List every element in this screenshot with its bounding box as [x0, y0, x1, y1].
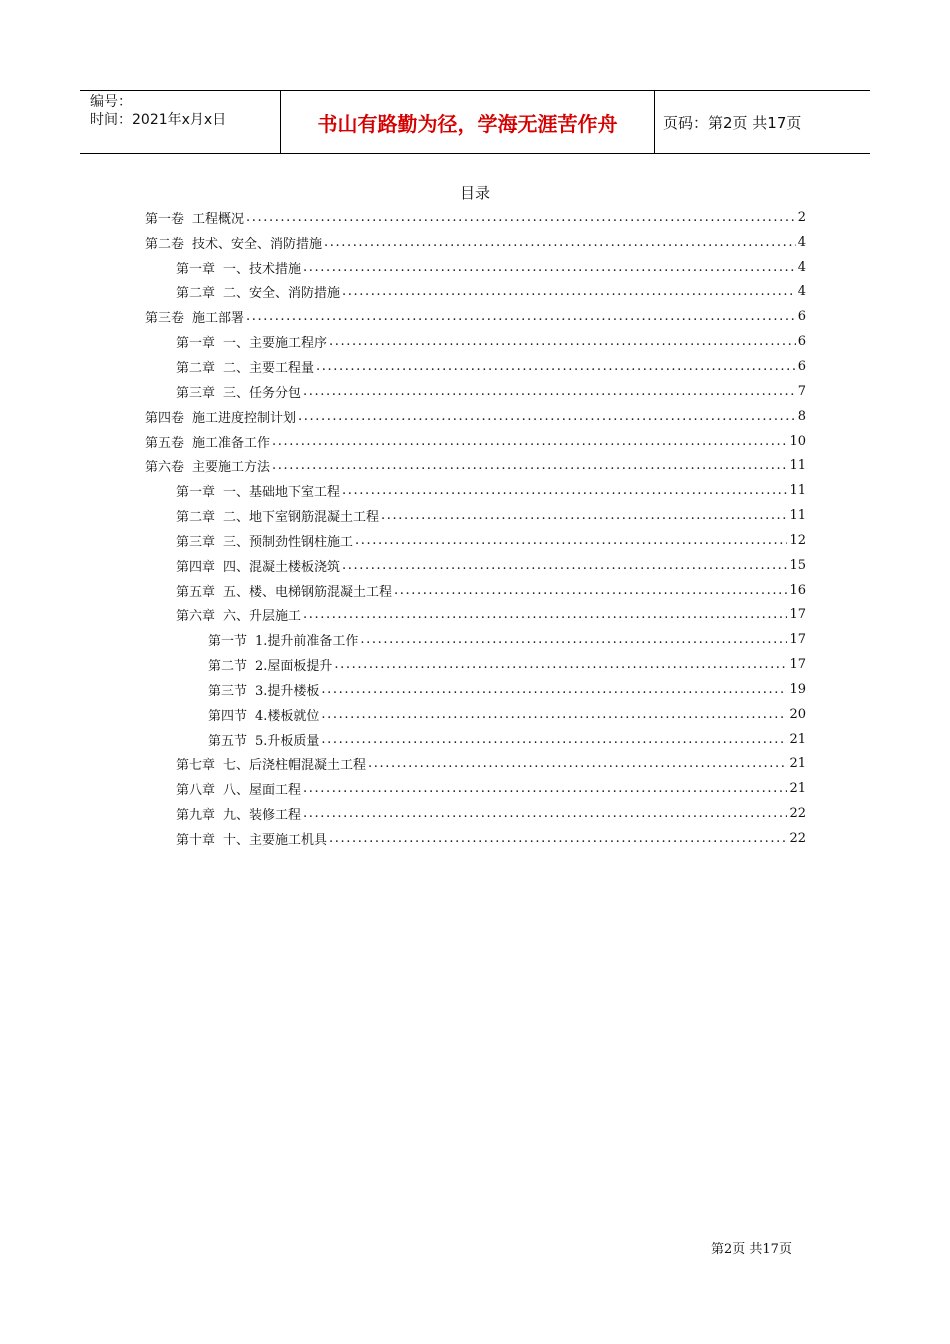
toc-entry-number: 第三章 [176, 385, 216, 401]
toc-leader-dots [298, 409, 796, 424]
toc-entry[interactable] [145, 652, 806, 677]
toc-entry-text: 九、装修工程 [223, 808, 302, 824]
toc-entry-page: 20 [789, 706, 806, 722]
toc-entry[interactable] [145, 205, 806, 230]
toc-entry[interactable] [145, 702, 806, 727]
toc-title: 目录 [459, 184, 490, 202]
header-page-info: 页码：第2页 共17页 [663, 113, 802, 132]
toc-leader-dots [394, 583, 787, 598]
toc-entry[interactable] [145, 776, 806, 801]
toc-entry-text: 三、预制劲性钢柱施工 [223, 534, 354, 550]
toc-entry[interactable] [145, 230, 806, 255]
toc-entry-number: 第二章 [176, 510, 216, 526]
toc-entry-number: 第四节 [208, 708, 248, 724]
toc-entry-text: 五、楼、电梯钢筋混凝土工程 [223, 584, 393, 600]
toc-entry-text: 1.提升前准备工作 [255, 634, 359, 650]
toc-leader-dots [246, 309, 796, 324]
toc-entry[interactable] [145, 280, 806, 305]
toc-leader-dots [303, 384, 796, 399]
table-of-contents [145, 205, 806, 851]
toc-leader-dots [303, 806, 787, 821]
toc-entry-text: 八、屋面工程 [223, 783, 302, 799]
toc-entry-page: 11 [789, 458, 806, 474]
toc-entry-number: 第二节 [208, 659, 248, 675]
toc-entry-number: 第七章 [176, 758, 216, 774]
toc-leader-dots [329, 831, 787, 846]
toc-entry-text: 二、地下室钢筋混凝土工程 [223, 510, 380, 526]
toc-entry-page: 19 [789, 681, 806, 697]
toc-leader-dots [321, 707, 787, 722]
toc-leader-dots [321, 682, 787, 697]
toc-entry-text: 十、主要施工机具 [223, 833, 328, 849]
toc-leader-dots [303, 260, 796, 275]
code-label: 编号： [90, 94, 132, 110]
toc-entry[interactable] [145, 553, 806, 578]
toc-entry[interactable] [145, 603, 806, 628]
toc-entry-page: 12 [789, 532, 806, 548]
page-header [80, 90, 870, 154]
toc-entry-page: 4 [797, 284, 806, 300]
toc-leader-dots [342, 483, 787, 498]
toc-entry-number: 第二章 [176, 360, 216, 376]
toc-entry-page: 15 [789, 557, 806, 573]
toc-entry[interactable] [145, 578, 806, 603]
toc-entry-page: 21 [789, 731, 806, 747]
toc-entry[interactable] [145, 329, 806, 354]
toc-entry-number: 第九章 [176, 808, 216, 824]
toc-leader-dots [381, 508, 787, 523]
toc-entry-page: 2 [797, 209, 806, 225]
toc-entry[interactable] [145, 503, 806, 528]
toc-entry-text: 施工准备工作 [192, 435, 271, 451]
toc-entry[interactable] [145, 727, 806, 752]
toc-entry-page: 22 [789, 806, 806, 822]
toc-entry[interactable] [145, 379, 806, 404]
toc-entry-text: 2.屋面板提升 [255, 659, 333, 675]
toc-entry-number: 第六卷 [145, 460, 185, 476]
toc-entry-number: 第五章 [176, 584, 216, 600]
toc-leader-dots [272, 458, 787, 473]
toc-leader-dots [342, 284, 796, 299]
toc-entry-number: 第八章 [176, 783, 216, 799]
date-label: 时间：2021年x月x日 [90, 112, 227, 128]
toc-entry-page: 17 [789, 632, 806, 648]
toc-entry[interactable] [145, 478, 806, 503]
toc-entry-page: 6 [797, 358, 806, 374]
toc-entry[interactable] [145, 255, 806, 280]
toc-entry-number: 第三卷 [145, 311, 185, 327]
toc-leader-dots [303, 607, 787, 622]
toc-entry-page: 22 [789, 831, 806, 847]
toc-entry-text: 4.楼板就位 [255, 708, 320, 724]
toc-leader-dots [368, 756, 787, 771]
toc-entry-text: 一、主要施工程序 [223, 336, 328, 352]
toc-entry-text: 3.提升楼板 [255, 683, 320, 699]
toc-entry-text: 5.升板质量 [255, 733, 320, 749]
toc-entry-text: 七、后浇柱帽混凝土工程 [223, 758, 367, 774]
toc-leader-dots [360, 632, 787, 647]
toc-entry-text: 一、技术措施 [223, 261, 302, 277]
toc-entry-page: 17 [789, 607, 806, 623]
toc-entry-number: 第四卷 [145, 410, 185, 426]
toc-entry[interactable] [145, 404, 806, 429]
toc-entry[interactable] [145, 677, 806, 702]
toc-leader-dots [316, 359, 796, 374]
toc-entry-page: 21 [789, 756, 806, 772]
toc-leader-dots [355, 533, 787, 548]
toc-entry-number: 第五节 [208, 733, 248, 749]
toc-entry[interactable] [145, 429, 806, 454]
toc-entry-number: 第一章 [176, 485, 216, 501]
toc-entry-page: 17 [789, 657, 806, 673]
toc-entry-text: 一、基础地下室工程 [223, 485, 341, 501]
toc-entry-number: 第五卷 [145, 435, 185, 451]
toc-entry-page: 16 [789, 582, 806, 598]
toc-entry[interactable] [145, 528, 806, 553]
toc-entry-number: 第二章 [176, 286, 216, 302]
toc-entry-number: 第二卷 [145, 236, 185, 252]
toc-leader-dots [272, 434, 787, 449]
toc-leader-dots [324, 235, 796, 250]
toc-entry-number: 第四章 [176, 559, 216, 575]
toc-entry-page: 6 [797, 334, 806, 350]
toc-entry-page: 10 [789, 433, 806, 449]
footer-page-info: 第2页 共17页 [711, 1242, 792, 1257]
toc-leader-dots [334, 657, 787, 672]
header-meta [80, 91, 281, 153]
toc-entry-text: 四、混凝土楼板浇筑 [223, 559, 341, 575]
toc-entry[interactable] [145, 801, 806, 826]
toc-entry-page: 21 [789, 781, 806, 797]
toc-entry-page: 7 [797, 383, 806, 399]
toc-entry-page: 8 [797, 408, 806, 424]
toc-entry-text: 二、安全、消防措施 [223, 286, 341, 302]
toc-entry[interactable] [145, 826, 806, 851]
header-motto: 书山有路勤为径，学海无涯苦作舟 [281, 91, 655, 153]
toc-leader-dots [342, 558, 787, 573]
toc-entry-text: 技术、安全、消防措施 [192, 236, 323, 252]
toc-entry-text: 施工进度控制计划 [192, 410, 297, 426]
toc-entry[interactable] [145, 752, 806, 777]
toc-entry-text: 主要施工方法 [192, 460, 271, 476]
toc-entry-number: 第一章 [176, 336, 216, 352]
toc-entry-number: 第一节 [208, 634, 248, 650]
toc-entry-number: 第一卷 [145, 211, 185, 227]
toc-leader-dots [329, 334, 796, 349]
toc-entry-page: 11 [789, 483, 806, 499]
toc-entry-text: 六、升层施工 [223, 609, 302, 625]
toc-entry-page: 4 [797, 259, 806, 275]
toc-entry-text: 施工部署 [192, 311, 245, 327]
toc-leader-dots [303, 781, 787, 796]
toc-entry-number: 第三章 [176, 534, 216, 550]
toc-entry-number: 第三节 [208, 683, 248, 699]
toc-entry-page: 6 [797, 309, 806, 325]
toc-entry-text: 二、主要工程量 [223, 360, 315, 376]
toc-entry[interactable] [145, 304, 806, 329]
toc-entry-text: 工程概况 [192, 211, 245, 227]
toc-entry-page: 4 [797, 234, 806, 250]
toc-leader-dots [321, 732, 787, 747]
toc-leader-dots [246, 210, 796, 225]
toc-entry-number: 第一章 [176, 261, 216, 277]
toc-entry[interactable] [145, 627, 806, 652]
toc-entry-number: 第六章 [176, 609, 216, 625]
toc-entry[interactable] [145, 453, 806, 478]
toc-entry-text: 三、任务分包 [223, 385, 302, 401]
toc-entry-number: 第十章 [176, 833, 216, 849]
toc-entry[interactable] [145, 354, 806, 379]
toc-entry-page: 11 [789, 508, 806, 524]
